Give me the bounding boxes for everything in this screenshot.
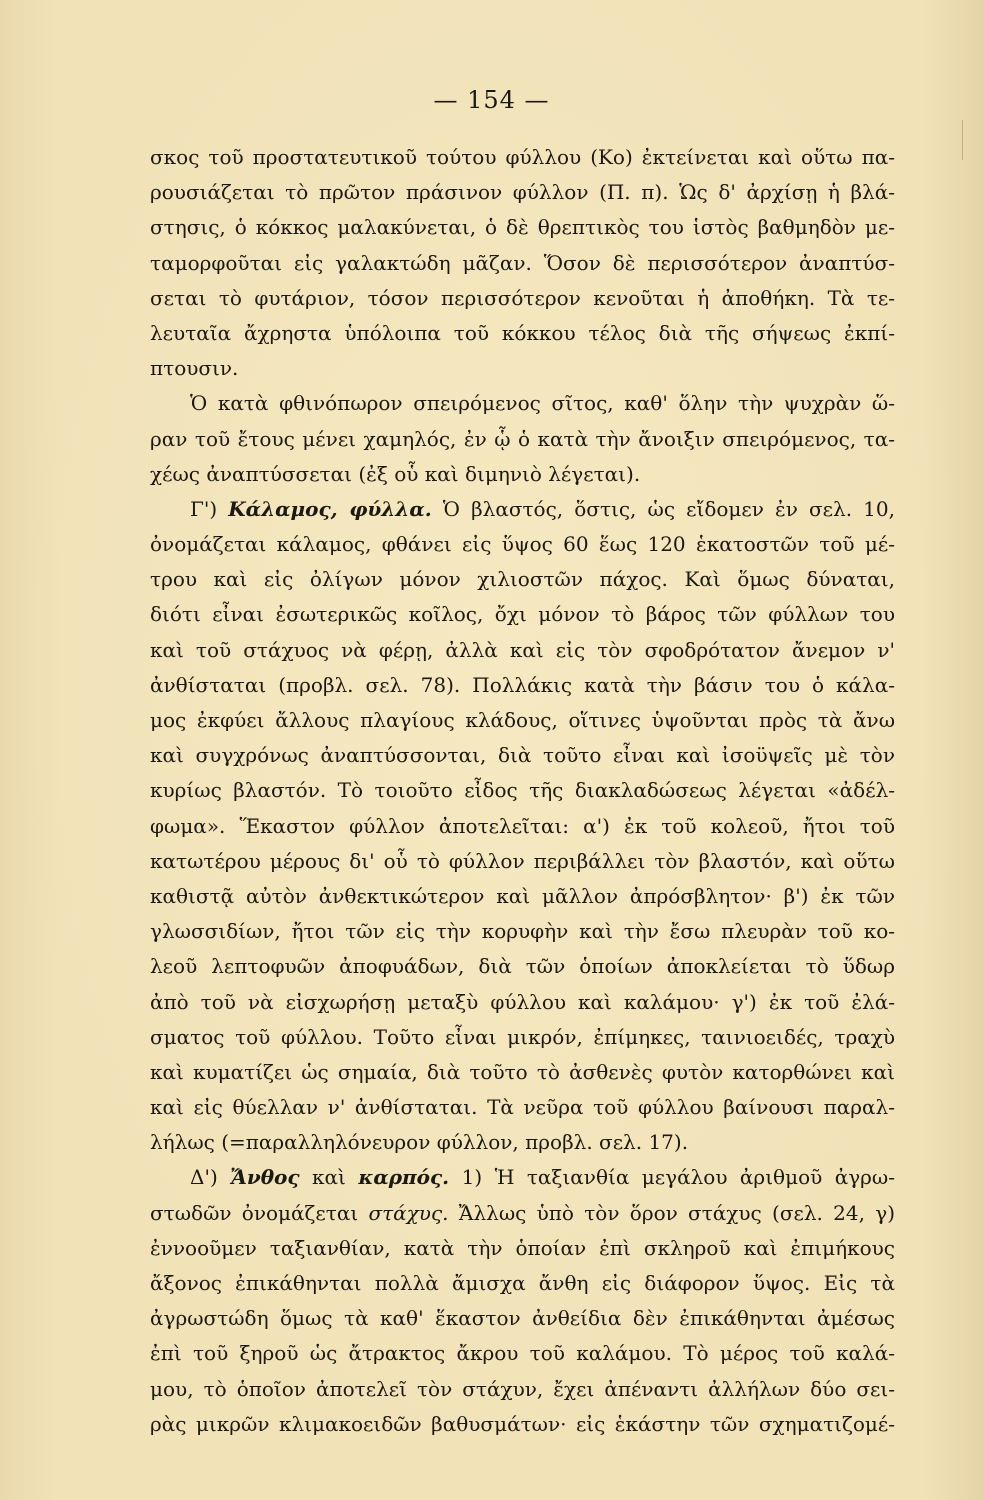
section-title-kalamos: Κάλαμος, φύλλα. [228, 496, 432, 521]
text-line: γλωσσιδίων, ἤτοι τῶν εἰς τὴν κορυφὴν καὶ τὴν ἔσω πλευρὰν τοῦ κο- [150, 919, 895, 944]
text-line: ὀνομάζεται κάλαμος, φθάνει εἰς ὕψος 60 ἕως 120 ἑκατοστῶν τοῦ μέ- [150, 532, 895, 557]
text-line: χέως ἀναπτύσσεται (ἐξ οὗ καὶ διμηνιὸ λέγεται). [150, 461, 641, 486]
text-line: σεται τὸ φυτάριον, τόσον περισσότερον κενοῦται ἡ ἀποθήκη. Τὰ τε- [150, 285, 895, 310]
text-line: μος ἐκφύει ἄλλους πλαγίους κλάδους, οἵτινες ὑψοῦνται πρὸς τὰ ἄνω [150, 708, 895, 732]
text-line: καθιστᾷ αὐτὸν ἀνθεκτικώτερον καὶ μᾶλλον ἀπρόσβλητον· β') ἐκ τῶν [150, 883, 895, 908]
text-line: ρουσιάζεται τὸ πρῶτον πράσινον φύλλον (Π. π). Ὡς δ' ἀρχίσῃ ἡ βλά- [150, 180, 895, 205]
text-line: καὶ κυματίζει ὡς σημαία, διὰ τοῦτο τὸ ἀσθενὲς φυτὸν κατορθώνει καὶ [150, 1059, 895, 1084]
margin-mark [962, 120, 963, 160]
text-line: κυρίως βλαστόν. Τὸ τοιοῦτο εἶδος τῆς διακλαδώσεως λέγεται «ἀδέλ- [150, 778, 895, 803]
text-line: ἄξονος ἐπικάθηνται πολλὰ ἄμισχα ἄνθη εἰς διάφορον ὕψος. Εἰς τὰ [150, 1271, 895, 1295]
text-line: κατωτέρου μέρους δι' οὗ τὸ φύλλον περιβάλλει τὸν βλαστόν, καὶ οὕτω [150, 848, 895, 873]
text-line: ἐννοοῦμεν ταξιανθίαν, κατὰ τὴν ὁποίαν ἐπὶ σκληροῦ καὶ ἐπιμήκους [150, 1235, 895, 1260]
text-line: τρου καὶ εἰς ὀλίγων μόνον χιλιοστῶν πάχος. Καὶ ὅμως δύναται, [150, 567, 895, 592]
text-line: ἀπὸ τοῦ νὰ εἰσχωρήσῃ μεταξὺ φύλλου καὶ καλάμου· γ') ἐκ τοῦ ἐλά- [150, 989, 895, 1014]
section-title-karpos: καρπός. [358, 1165, 450, 1190]
text-line: φωμα». Ἕκαστον φύλλον ἀποτελεῖται: α') ἐκ τοῦ κολεοῦ, ἤτοι τοῦ [150, 813, 895, 838]
text-line: σματος τοῦ φύλλου. Τοῦτο εἶναι μικρόν, ἐπίμηκες, ταινιοειδές, τραχὺ [150, 1024, 895, 1049]
text-line: ραν τοῦ ἔτους μένει χαμηλός, ἐν ᾧ ὁ κατὰ τὴν ἄνοιξιν σπειρόμενος, τα- [150, 426, 895, 451]
term-stachys: στάχυς. [368, 1200, 449, 1225]
text-line: λεοῦ λεπτοφυῶν ἀποφυάδων, διὰ τῶν ὁποίων ἀποκλείεται τὸ ὕδωρ [150, 954, 895, 979]
text-line: λευταῖα ἄχρηστα ὑπόλοιπα τοῦ κόκκου τέλος διὰ τῆς σήψεως ἐκπί- [150, 320, 895, 345]
text-line: ἐπὶ τοῦ ξηροῦ ὡς ἄτρακτος ἄκρου τοῦ καλάμου. Τὸ μέρος τοῦ καλά- [150, 1341, 895, 1366]
text-line: στωδῶν ὀνομάζεται στάχυς. Ἄλλως ὑπὸ τὸν ὅρον στάχυς (σελ. 24, γ) [150, 1200, 895, 1225]
text-line: καὶ τοῦ στάχυος νὰ φέρῃ, ἀλλὰ καὶ εἰς τὸν σφοδρότατον ἄνεμον ν' [150, 637, 895, 662]
text-line: καὶ εἰς θύελλαν ν' ἀνθίσταται. Τὰ νεῦρα τοῦ φύλλου βαίνουσι παραλ- [150, 1095, 895, 1120]
text-line: ἀγρωστώδη ὅμως τὰ καθ' ἕκαστον ἀνθείδια δὲν ἐπικάθηνται ἀμέσως [150, 1306, 895, 1331]
body-text [150, 140, 895, 1442]
text-line: ἀνθίσταται (προβλ. σελ. 78). Πολλάκις κατὰ τὴν βάσιν του ὁ κάλα- [150, 672, 895, 697]
section-heading-line: Γ') Κάλαμος, φύλλα. Ὁ βλαστός, ὅστις, ὡς εἴδομεν ἐν σελ. 10, [190, 496, 895, 521]
text-line: ταμορφοῦται εἰς γαλακτώδη μᾶζαν. Ὅσον δὲ περισσότερον ἀναπτύσ- [150, 250, 895, 275]
section-title-anthos: Ἄνθος [230, 1165, 300, 1190]
text-line: στησις, ὁ κόκκος μαλακύνεται, ὁ δὲ θρεπτικὸς του ἱστὸς βαθμηδὸν με- [150, 215, 895, 240]
text-line: ρὰς μικρῶν κλιμακοειδῶν βαθυσμάτων· εἰς ἑκάστην τῶν σχηματιζομέ- [150, 1411, 895, 1436]
text-line: σκος τοῦ προστατευτικοῦ τούτου φύλλου (Κο) ἐκτείνεται καὶ οὕτω πα- [150, 145, 895, 169]
page-number: — 154 — [433, 86, 550, 114]
section-heading-line: Δ') Ἄνθος καὶ καρπός. 1) Ἡ ταξιανθία μεγάλου ἀριθμοῦ ἀγρω- [190, 1165, 895, 1190]
text-line: λήλως (=παραλληλόνευρον φύλλον, προβλ. σελ. 17). [150, 1130, 689, 1155]
text-line: καὶ συγχρόνως ἀναπτύσσονται, διὰ τοῦτο εἶναι καὶ ἰσοϋψεῖς μὲ τὸν [150, 743, 895, 768]
text-line: Ὁ κατὰ φθινόπωρον σπειρόμενος σῖτος, καθ' ὅλην τὴν ψυχρὰν ὥ- [190, 391, 895, 416]
text-line: διότι εἶναι ἐσωτερικῶς κοῖλος, ὄχι μόνον τὸ βάρος τῶν φύλλων του [150, 602, 895, 627]
text-line: πτουσιν. [150, 356, 239, 381]
text-line: μου, τὸ ὁποῖον ἀποτελεῖ τὸν στάχυν, ἔχει ἀπέναντι ἀλλήλων δύο σει- [150, 1376, 895, 1401]
